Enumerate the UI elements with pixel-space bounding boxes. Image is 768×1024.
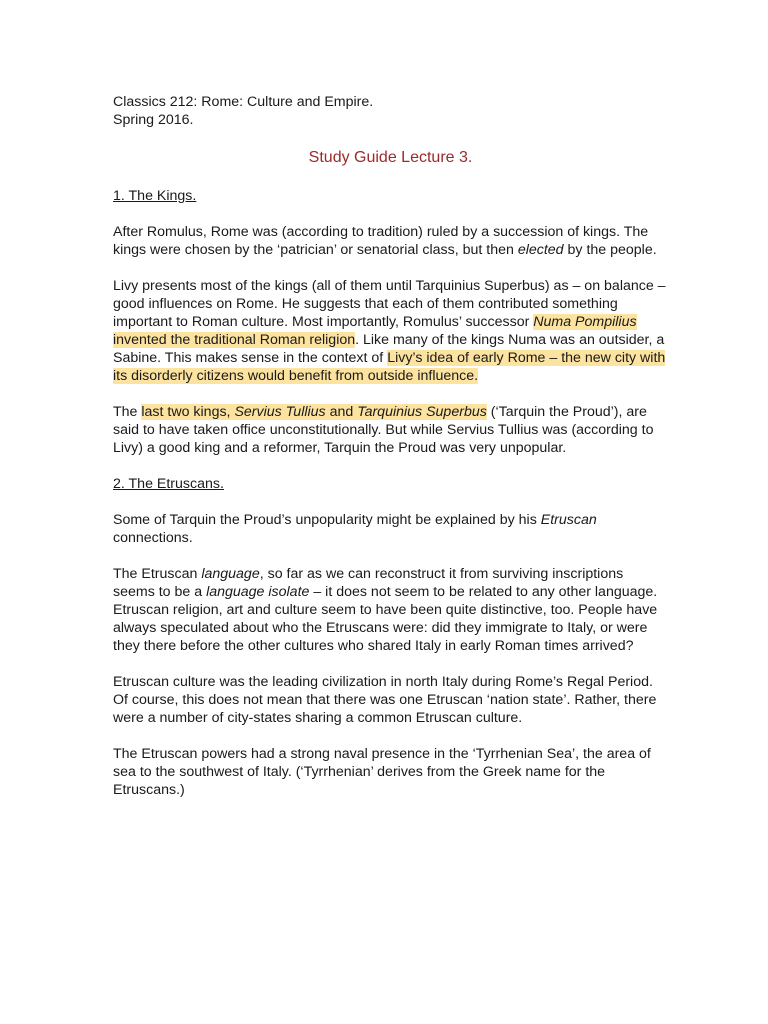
text-run: connections. bbox=[113, 530, 193, 546]
text-run: – it does not seem to be related to any other language. Etruscan religion, art and culture seem to have been quite distinctive, too. People have always speculated about who the Etruscans were: did they immigrate to Italy, or were they there before the other cultures who shared Italy in early Roman times arrived? bbox=[113, 584, 658, 654]
paragraph-etruscan-naval: The Etruscan powers had a strong naval presence in the ‘Tyrrhenian Sea’, the area of sea to the southwest of Italy. (‘Tyrrhenian’ derives from the Greek name for the Etruscans.) bbox=[113, 746, 651, 798]
text-run: by the people. bbox=[563, 242, 657, 258]
paragraph-etruscan-culture: Etruscan culture was the leading civilization in north Italy during Rome’s Regal Period. Of course, this does not mean that there was one Etruscan ‘nation state’. Rather, there were a number of city-states sharing a common Etruscan culture. bbox=[113, 674, 657, 726]
text-run: Livy presents most of the kings (all of them until Tarquinius Superbus) as – on balance – good influences on Rome. He suggests that each of them contributed something important to Roman culture. Most importantly, Romulus’ successor bbox=[113, 278, 666, 330]
text-run: After Romulus, Rome was (according to tradition) ruled by a succession of kings. The kings were chosen by the ‘patrician’ or senatorial class, but then bbox=[113, 224, 649, 258]
course-name: Classics 212: Rome: Culture and Empire. bbox=[113, 94, 374, 110]
paragraph-last-kings bbox=[113, 403, 668, 457]
emphasis-text: Servius Tullius bbox=[234, 404, 326, 420]
emphasis-text: Tarquinius Superbus bbox=[357, 404, 487, 420]
text-run: , so far as we can reconstruct it from surviving inscriptions seems to be a bbox=[113, 566, 624, 600]
text-run: invented the traditional Roman religion bbox=[113, 332, 356, 348]
page-title: Study Guide Lecture 3. bbox=[308, 149, 473, 166]
term-label: Spring 2016. bbox=[113, 112, 194, 128]
emphasis-text: language bbox=[201, 566, 260, 582]
text-run: The bbox=[113, 404, 142, 420]
emphasis-text: Numa Pompilius bbox=[533, 314, 637, 330]
paragraph-livy-kings bbox=[113, 277, 668, 385]
paragraph-tarquin-unpopularity bbox=[113, 511, 668, 547]
emphasis-text: elected bbox=[517, 242, 564, 258]
highlight-last-kings bbox=[141, 404, 486, 420]
highlight-livy-idea: Livy’s idea of early Rome – the new city with its disorderly citizens would benefit from outside influence. bbox=[113, 350, 666, 384]
emphasis-text: language isolate bbox=[206, 584, 310, 600]
section-heading-etruscans: 2. The Etruscans. bbox=[113, 476, 224, 492]
text-run: The Etruscan bbox=[113, 566, 202, 582]
text-run: . Like many of the kings Numa was an outsider, a Sabine. This makes sense in the context of bbox=[113, 332, 665, 366]
emphasis-text: Etruscan bbox=[540, 512, 597, 528]
text-run: and bbox=[325, 404, 358, 420]
text-run: (‘Tarquin the Proud’), are said to have taken office unconstitutionally. But while Servius Tullius was (according to Livy) a good king and a reformer, Tarquin the Proud was very unpopular. bbox=[113, 404, 654, 456]
paragraph-kings-succession bbox=[113, 223, 668, 259]
text-run: last two kings, bbox=[141, 404, 235, 420]
text-run: Some of Tarquin the Proud’s unpopularity might be explained by his bbox=[113, 512, 541, 528]
paragraph-etruscan-language bbox=[113, 565, 668, 655]
section-heading-kings: 1. The Kings. bbox=[113, 188, 197, 204]
